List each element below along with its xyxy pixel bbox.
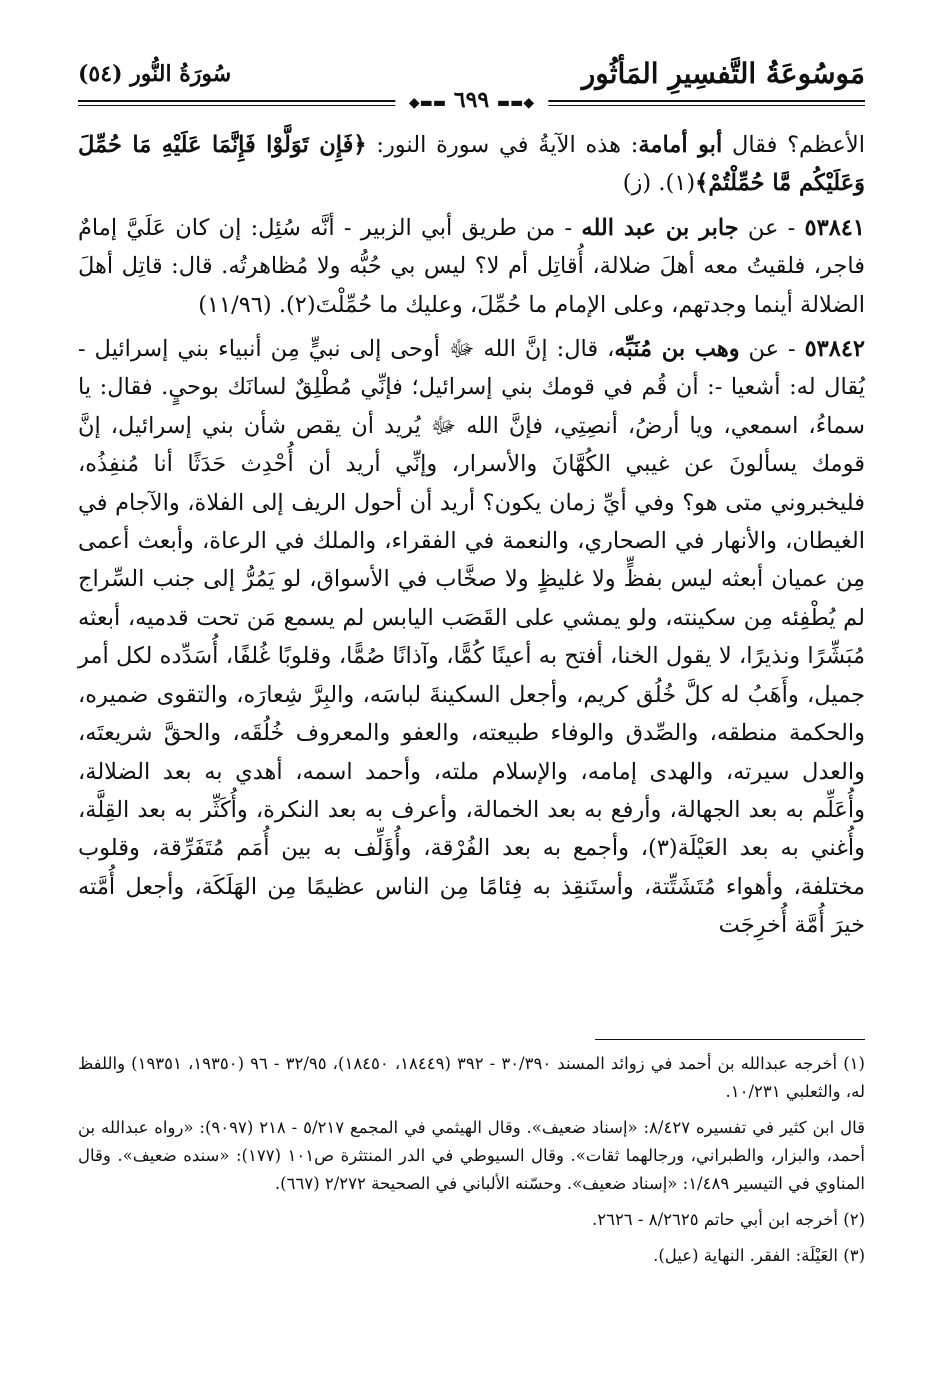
footnote: (٢) أخرجه ابن أبي حاتم ٨/٢٦٢٥ - ٢٦٢٦.: [591, 1210, 865, 1229]
book-title: مَوسُوعَةُ التَّفسِيرِ المَأثُور: [581, 57, 865, 90]
footnote: (٣) العَيْلَة: الفقر. النهاية (عيل).: [653, 1246, 865, 1265]
entry-number: ٥٣٨٤١: [804, 214, 865, 241]
narrator-name: جابر بن عبد الله: [581, 214, 739, 241]
page-number: ٦٩٩: [453, 87, 490, 113]
surah-label: سُورَةُ النُّور (٥٤): [78, 61, 232, 87]
hadith-entry: [78, 209, 865, 324]
footnote-separator: [595, 1039, 865, 1040]
ornament-icon: ◆▬▬: [496, 95, 535, 111]
page-number-box: [395, 87, 548, 113]
text-run: - من طريق أبي الزبير - أنَّه سُئِل: إن كان عَلَيَّ إمامٌ فاجر، فلقيتُ معه أهلَ ضلالة، أُقاتِل أم لا؟ ليس بي حُبُّه ولا مُظاهرتُه. قال: قاتِل أهلَ الضلالة أينما وجدتهم، وعلى الإمام ما حُمِّلَ، وعليك ما حُمِّلْتَ(٢). (١١/٩٦): [78, 214, 865, 318]
text-run: (١). (ز): [622, 170, 696, 197]
footnote: قال ابن كثير في تفسيره ٨/٤٢٧: «إسناد ضعيف». وقال الهيثمي في المجمع ٥/٢١٧ - ٢١٨ (٩٠٩٧): «رواه عبدالله بن أحمد، والبزار، والطبراني، ورجالهما ثقات». وقال السيوطي في الدر المنتثرة ص١٠١ (١٧٧): «سنده ضعيف». وقال المناوي في التيسير ١/٤٨٩: «إسناد ضعيف». وحسّنه الألباني في الصحيحة ٢/٢٧٢ (٦٦٧).: [78, 1118, 865, 1193]
narrator-name: وهب بن مُنَبِّه: [614, 336, 740, 363]
paragraph-continuation: [78, 126, 865, 203]
text-run: الأعظم؟ فقال: [722, 132, 865, 158]
narrator-name: أبو أمامة: [638, 132, 723, 158]
text-run: : هذه الآيةُ في سورة النور:: [366, 132, 639, 158]
hadith-entry: [78, 330, 865, 945]
footnotes: [78, 1050, 865, 1278]
text-run: - عن: [739, 336, 805, 363]
main-text: [78, 126, 865, 945]
quran-verse: ﴿فَإِن تَوَلَّوْا فَإِنَّمَا عَلَيْهِ مَا حُمِّلَ وَعَلَيْكُم مَّا حُمِّلْتُمْ﴾: [78, 132, 865, 197]
text-run: - عن: [738, 214, 805, 241]
entry-number: ٥٣٨٤٢: [804, 336, 865, 363]
page-header: [78, 55, 865, 113]
ornament-icon: ▬▬◆: [408, 95, 447, 111]
footnote: (١) أخرجه عبدالله بن أحمد في زوائد المسند ٣٠/٣٩٠ - ٣٩٢ (١٨٤٤٩، ١٨٤٥٠)، ٣٢/٩٥ - ٩٦ (١٩٣٥٠، ١٩٣٥١) واللفظ له، والثعلبي ١٠/٢٣١.: [78, 1054, 865, 1101]
text-run: ، قال: إنَّ الله ﷻ أوحى إلى نبيٍّ مِن أنبياء بني إسرائيل - يُقال له: أشعيا -: أن قُم في قومك بني إسرائيل؛ فإنِّي مُطْلِقٌ لسانَك بوحيٍ. فقال: يا سماءُ، اسمعي، ويا أرضُ، أنصِتِي، فإنَّ الله ﷻ يُريد أن يقص شأن بني إسرائيل، إنَّ قومك يسألونَ عن غيبي الكُهَّانَ والأسرار، وإنِّي أريد أن أُحْدِث حَدَثًا أنا مُنفِذُه، فليخبروني متى هو؟ وفي أيِّ زمان يكون؟ أريد أن أحول الريف إلى الفلاة، والآجام في الغيطان، والأنهار في الصحاري، والنعمة في الفقراء، والملك في الرعاة، وأبعث أعمى مِن عميان أبعثه ليس بفظٍّ ولا غليظٍ ولا صخَّاب في الأسواق، لو يَمُرُّ إلى جنب السِّراج لم يُطْفِئه مِن سكينته، ولو يمشي على القَصَب اليابس لم يسمع مَن تحت قدميه، أبعثه مُبَشِّرًا ونذيرًا، لا يقول الخنا، أفتح به أعينًا كُمًّا، وآذانًا صُمًّا، وقلوبًا غُلفًا، أُسَدِّده لكل أمر جميل، وأَهَبُ له كلَّ خُلُق كريم، وأجعل السكينةَ لباسَه، والبِرَّ شِعارَه، والتقوى ضميره، والحكمة منطقه، والصِّدق والوفاء طبيعته، والعفو والمعروف خُلُقَه، والحقَّ شريعتَه، والعدل سيرته، والهدى إمامه، والإسلام ملته، وأحمد اسمه، أهدي به بعد الضلالة، وأُعَلِّم به بعد الجهالة، وأرفع به بعد الخمالة، وأعرف به بعد النكرة، وأُكَثِّر به بعد القِلَّة، وأُغني به بعد العَيْلَة(٣)، وأجمع به بعد الفُرْقة، وأُؤَلِّف به بين أُمَم مُتَفَرِّقة، وقلوب مختلفة، وأهواء مُتَشَتِّتة، وأستَنقِذ به فِئامًا مِن الناس عظيمًا مِن الهَلَكَة، وأجعل أُمَّته خيرَ أُمَّة أُخرِجَت: [78, 336, 865, 939]
